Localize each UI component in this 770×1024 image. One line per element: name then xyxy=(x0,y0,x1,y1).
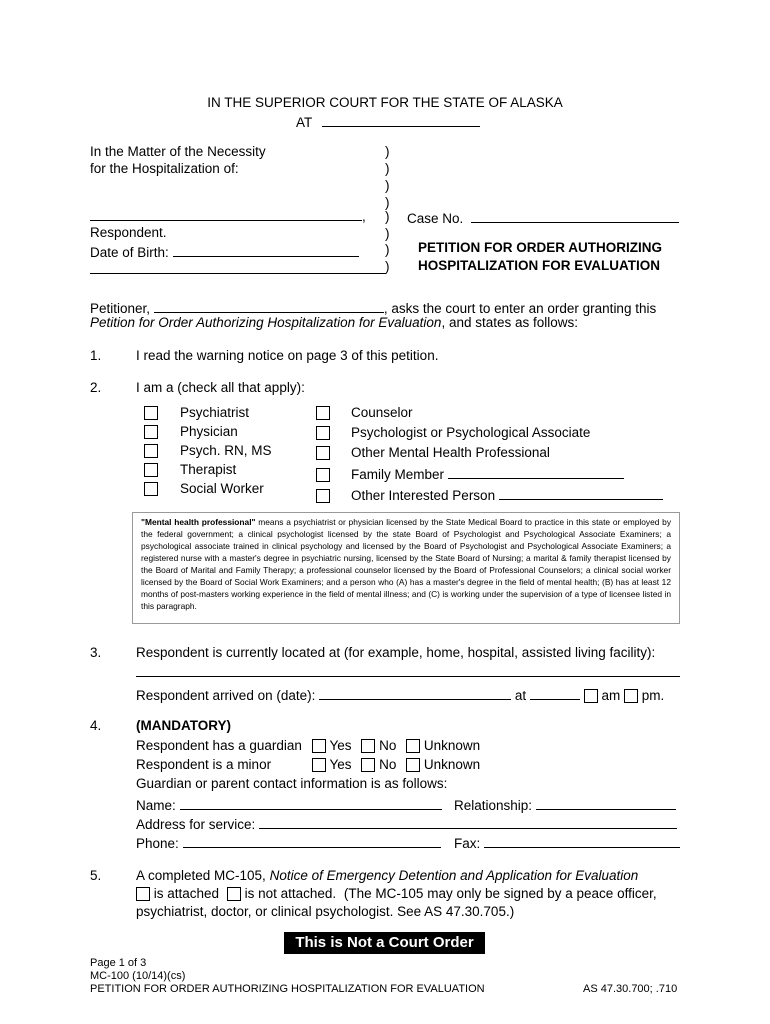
relationship-field[interactable] xyxy=(536,795,676,810)
item-5-line-3: psychiatrist, doctor, or clinical psychologist. See AS 47.30.705.) xyxy=(136,904,515,919)
no-label: No xyxy=(379,738,397,753)
role-physician xyxy=(144,424,238,439)
court-location-field[interactable] xyxy=(322,112,480,127)
yes-label: Yes xyxy=(329,757,352,772)
role-label: Psychiatrist xyxy=(180,405,250,420)
minor-options xyxy=(312,757,480,772)
footer-page: Page 1 of 3 xyxy=(90,957,147,969)
am-label: am xyxy=(601,688,621,703)
not-court-order-banner: This is Not a Court Order xyxy=(284,932,485,954)
dob-field[interactable] xyxy=(173,242,359,257)
petitioner-name-field[interactable] xyxy=(154,298,384,313)
fax-label: Fax: xyxy=(454,836,481,851)
definition-box xyxy=(132,512,680,624)
guardian-yes-checkbox[interactable] xyxy=(312,739,326,753)
unknown-label: Unknown xyxy=(423,738,481,753)
guardian-options xyxy=(312,738,480,753)
checkbox[interactable] xyxy=(316,446,330,460)
am-checkbox[interactable] xyxy=(584,689,598,703)
guardian-label: Respondent has a guardian xyxy=(136,738,302,753)
role-other-mhp xyxy=(316,445,550,460)
court-location-row xyxy=(296,112,480,130)
role-psychiatrist xyxy=(144,405,249,420)
arrival-date-field[interactable] xyxy=(319,685,511,700)
checkbox[interactable] xyxy=(316,426,330,440)
attached-label: is attached xyxy=(153,886,220,901)
respondent-name-row xyxy=(90,206,366,224)
role-other-interested xyxy=(316,486,663,503)
caption-paren: ) xyxy=(385,226,390,241)
checkbox[interactable] xyxy=(144,425,158,439)
definition-body: means a psychiatrist or physician licensed by the State Medical Board to practice in this state or employed by the federal government; a clinical psychologist licensed by the state Board of Psychologist and Psychological Associate Examiners; a psychological associate trained in clinical psychology and licensed by the Board of Psychologist and Psychological Associate Examiners; a registered nurse with a master's degree in psychiatric nursing, licensed by the State Board of Nursing; a marital & family therapist licensed by the Board of Marital and Family Therapy; a professional counselor licensed by the Board of Professional Counselors; a clinical social worker licensed by the Board of Social Work Examiners; and a person who (A) has a master's degree in the field of mental health; (B) has at least 12 months of post-masters working experience in the field of mental illness; and (C) is working under the supervision of a type of licensee listed in this paragraph. xyxy=(141,517,672,611)
arrival-at-label: at xyxy=(514,688,527,703)
item-1-number: 1. xyxy=(90,348,102,363)
form-title-line-2: HOSPITALIZATION FOR EVALUATION xyxy=(418,258,660,273)
caption-paren: ) xyxy=(385,144,390,159)
states-text: , and states as follows: xyxy=(441,315,579,330)
definition-term: "Mental health professional" xyxy=(141,517,256,527)
caption-paren: ) xyxy=(385,259,390,274)
dob-row xyxy=(90,242,359,260)
minor-no-checkbox[interactable] xyxy=(361,758,375,772)
role-social-worker xyxy=(144,481,264,496)
footer-form-no: MC-100 (10/14)(cs) xyxy=(90,970,186,982)
role-label: Physician xyxy=(180,424,238,439)
yes-label: Yes xyxy=(329,738,352,753)
phone-row xyxy=(136,833,441,851)
fax-row xyxy=(454,833,680,851)
phone-label: Phone: xyxy=(136,836,179,851)
mandatory-label: (MANDATORY) xyxy=(136,718,231,733)
location-field[interactable] xyxy=(136,662,680,677)
name-row xyxy=(136,795,442,813)
case-no-label: Case No. xyxy=(407,211,464,226)
checkbox[interactable] xyxy=(316,468,330,482)
phone-field[interactable] xyxy=(183,833,441,848)
mc105-title: Notice of Emergency Detention and Application for Evaluation xyxy=(269,868,639,883)
not-attached-label: is not attached. xyxy=(244,886,337,901)
address-label: Address for service: xyxy=(136,817,256,832)
footer-form-title: PETITION FOR ORDER AUTHORIZING HOSPITALIZATION FOR EVALUATION xyxy=(90,983,485,995)
role-family-member xyxy=(316,465,624,482)
arrived-label: Respondent arrived on (date): xyxy=(136,688,316,703)
caption-paren: ) xyxy=(385,195,390,210)
role-label: Other Interested Person xyxy=(351,488,496,503)
caption-paren: ) xyxy=(385,242,390,257)
minor-label: Respondent is a minor xyxy=(136,757,272,772)
item-1-text: I read the warning notice on page 3 of this petition. xyxy=(136,348,439,363)
not-attached-checkbox[interactable] xyxy=(227,887,241,901)
role-therapist xyxy=(144,462,236,477)
pm-label: pm. xyxy=(641,688,665,703)
respondent-name-field[interactable] xyxy=(90,206,362,221)
caption-bottom-line xyxy=(90,259,386,274)
item-4-number: 4. xyxy=(90,718,102,733)
caption-paren: ) xyxy=(385,161,390,176)
item-5-note: (The MC-105 may only be signed by a peace officer, xyxy=(343,886,657,901)
form-title-line-1: PETITION FOR ORDER AUTHORIZING xyxy=(418,240,662,255)
checkbox[interactable] xyxy=(316,489,330,503)
guardian-no-checkbox[interactable] xyxy=(361,739,375,753)
item-3-text: Respondent is currently located at (for example, home, hospital, assisted living facility): xyxy=(136,645,656,660)
pm-checkbox[interactable] xyxy=(624,689,638,703)
relationship-row xyxy=(454,795,676,813)
minor-unknown-checkbox[interactable] xyxy=(406,758,420,772)
checkbox[interactable] xyxy=(316,406,330,420)
matter-line-1: In the Matter of the Necessity xyxy=(90,144,266,159)
item-3-number: 3. xyxy=(90,645,102,660)
address-field[interactable] xyxy=(259,814,677,829)
checkbox[interactable] xyxy=(144,482,158,496)
attached-checkbox[interactable] xyxy=(136,887,150,901)
role-label: Social Worker xyxy=(180,481,264,496)
caption-paren: ) xyxy=(385,178,390,193)
role-psychologist xyxy=(316,425,590,440)
respondent-label: Respondent. xyxy=(90,225,167,240)
fax-field[interactable] xyxy=(484,833,680,848)
role-label: Therapist xyxy=(180,462,237,477)
petition-title-row xyxy=(90,315,578,330)
name-label: Name: xyxy=(136,798,176,813)
role-label: Counselor xyxy=(351,405,413,420)
arrival-row xyxy=(136,685,664,703)
item-5-line-2 xyxy=(136,886,657,901)
checkbox[interactable] xyxy=(144,444,158,458)
item-2-number: 2. xyxy=(90,380,102,395)
guardian-unknown-checkbox[interactable] xyxy=(406,739,420,753)
item-5-number: 5. xyxy=(90,868,102,883)
case-no-row xyxy=(407,208,679,226)
minor-yes-checkbox[interactable] xyxy=(312,758,326,772)
petition-title: Petition for Order Authorizing Hospitalization for Evaluation xyxy=(90,315,442,330)
respondent-comma: , xyxy=(362,209,366,224)
case-no-field[interactable] xyxy=(471,208,679,223)
other-interested-field[interactable] xyxy=(499,486,663,500)
contact-info-text: Guardian or parent contact information is as follows: xyxy=(136,776,448,791)
role-label: Psych. RN, MS xyxy=(180,443,272,458)
family-member-field[interactable] xyxy=(448,465,624,479)
address-row xyxy=(136,814,677,832)
dob-label: Date of Birth: xyxy=(90,245,169,260)
petitioner-row xyxy=(90,298,656,316)
at-label: AT xyxy=(296,115,313,130)
arrival-time-field[interactable] xyxy=(530,685,580,700)
caption-paren: ) xyxy=(385,209,390,224)
matter-line-2: for the Hospitalization of: xyxy=(90,161,239,176)
role-label: Other Mental Health Professional xyxy=(351,445,550,460)
checkbox[interactable] xyxy=(144,463,158,477)
checkbox[interactable] xyxy=(144,406,158,420)
asks-text: , asks the court to enter an order granting this xyxy=(383,301,657,316)
unknown-label: Unknown xyxy=(423,757,481,772)
role-label: Family Member xyxy=(351,467,445,482)
footer-statute: AS 47.30.700; .710 xyxy=(583,983,678,995)
no-label: No xyxy=(379,757,397,772)
item-5-line-1 xyxy=(136,868,638,883)
role-label: Psychologist or Psychological Associate xyxy=(351,425,591,440)
item-2-text: I am a (check all that apply): xyxy=(136,380,305,395)
role-psych-rn xyxy=(144,443,272,458)
guardian-name-field[interactable] xyxy=(180,795,442,810)
petitioner-label: Petitioner, xyxy=(90,301,151,316)
role-counselor xyxy=(316,405,413,420)
item-5-prefix: A completed MC-105, xyxy=(136,868,270,883)
court-title: IN THE SUPERIOR COURT FOR THE STATE OF ALASKA xyxy=(207,95,563,110)
relationship-label: Relationship: xyxy=(454,798,533,813)
